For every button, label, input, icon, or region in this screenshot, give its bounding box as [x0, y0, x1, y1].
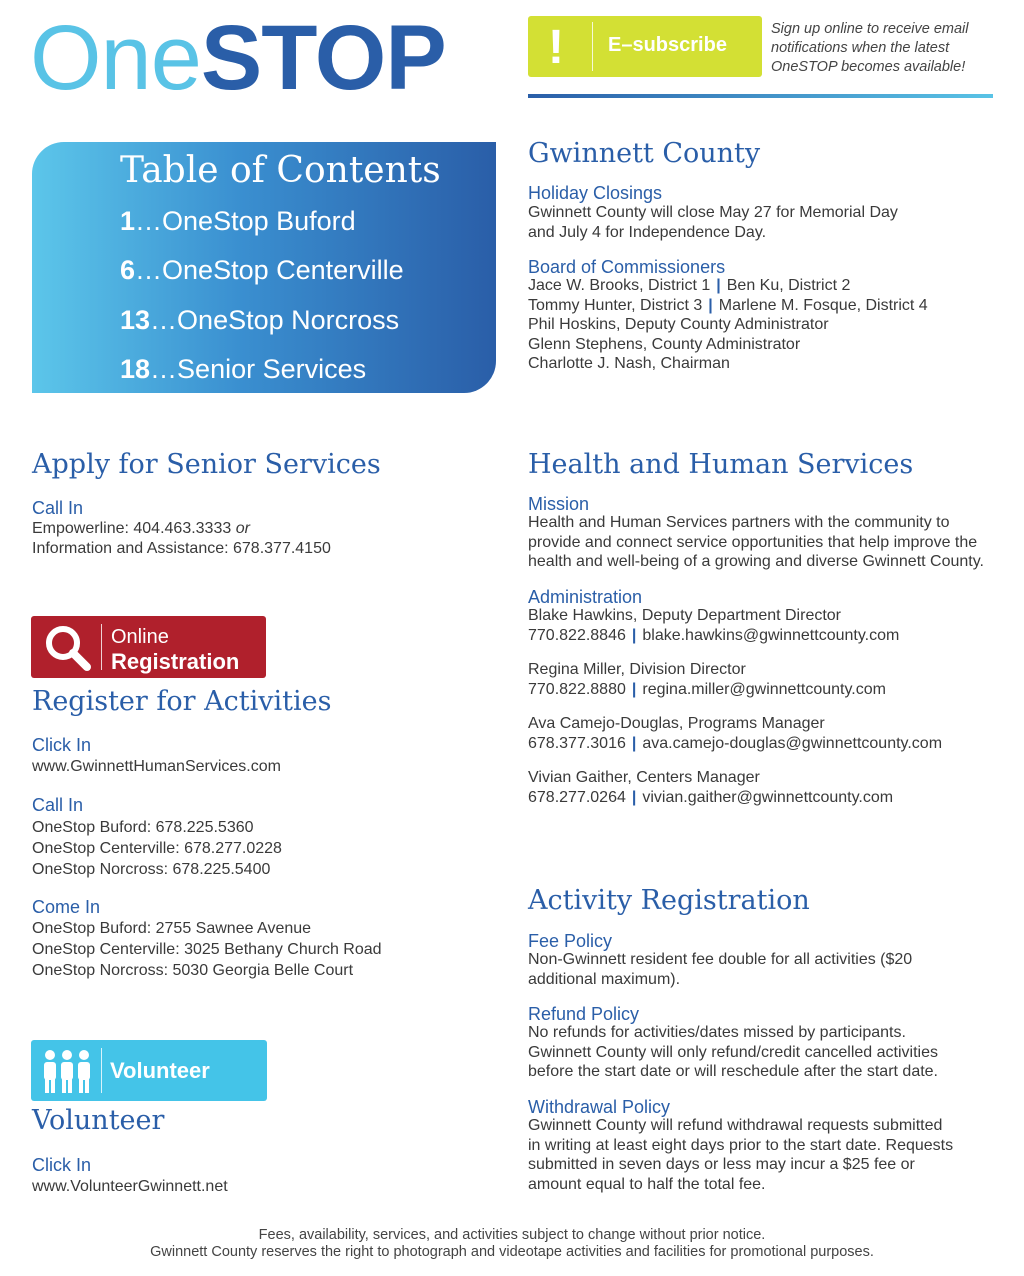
separator: |: [631, 626, 637, 644]
esubscribe-note: Sign up online to receive email notifications when the latest OneSTOP becomes available!: [771, 21, 969, 75]
separator: |: [708, 296, 713, 314]
senior-callin-text: [32, 519, 331, 558]
text-line: OneStop Norcross: 5030 Georgia Belle Court: [32, 962, 354, 979]
online-registration-button[interactable]: [31, 616, 266, 678]
senior-title: Apply for Senior Services: [32, 449, 381, 480]
text-line: before the start date or will reschedule after the start date.: [528, 1063, 938, 1080]
holiday-text: [528, 203, 898, 242]
toc-item[interactable]: [120, 255, 404, 286]
toc-item[interactable]: [120, 206, 356, 237]
toc-page: 13: [120, 305, 151, 335]
text-line: Gwinnett County will refund withdrawal requests submitted: [528, 1117, 943, 1134]
contact-line: [528, 680, 886, 700]
toc-title: Table of Contents: [120, 150, 441, 191]
admin-heading: Administration: [528, 587, 643, 607]
toc-label: OneStop Norcross: [177, 305, 400, 335]
text-line: submitted in seven days or less may incur a $25 fee or: [528, 1156, 915, 1173]
text-line: Gwinnett County will close May 27 for Memorial Day: [528, 204, 898, 221]
text-line: provide and connect service opportunities that help improve the: [528, 533, 978, 551]
hhs-title: Health and Human Services: [528, 449, 914, 480]
text-line: Non-Gwinnett resident fee double for all activities ($20: [528, 951, 913, 968]
refund-text: [528, 1023, 938, 1082]
contact-phone: 770.822.8880: [528, 680, 626, 698]
register-callin-heading: Call In: [32, 795, 84, 815]
empowerline: Empowerline: 404.463.3333: [32, 520, 232, 537]
online-label: Online: [111, 626, 169, 648]
text-line: Gwinnett County will only refund/credit cancelled activities: [528, 1043, 938, 1061]
contact-name: Vivian Gaither, Centers Manager: [528, 769, 760, 786]
info-line: Information and Assistance: 678.377.4150: [32, 539, 331, 557]
board-heading: Board of Commissioners: [528, 257, 726, 277]
contact-email[interactable]: ava.camejo-douglas@gwinnettcounty.com: [642, 734, 943, 752]
divider: [101, 1048, 102, 1093]
separator: |: [631, 734, 637, 752]
people-icon: [39, 1046, 95, 1096]
register-clickin-heading: Click In: [32, 735, 92, 755]
text-line: additional maximum).: [528, 970, 681, 988]
text-line: and July 4 for Independence Day.: [528, 223, 767, 241]
toc-page: 6: [120, 255, 136, 285]
contact-phone: 678.377.3016: [528, 734, 626, 752]
toc-page: 1: [120, 206, 136, 236]
commissioner: Ben Ku, District 2: [726, 277, 851, 294]
contact-block: [528, 714, 942, 753]
contact-block: [528, 768, 893, 807]
text-line: OneStop Norcross: 678.225.5400: [32, 861, 271, 878]
toc-sep: …: [150, 354, 178, 384]
divider: [592, 22, 593, 71]
toc-item[interactable]: [120, 354, 366, 385]
contact-email[interactable]: blake.hawkins@gwinnettcounty.com: [642, 626, 900, 644]
refund-heading: Refund Policy: [528, 1004, 640, 1024]
toc-item[interactable]: [120, 305, 399, 336]
contact-email[interactable]: regina.miller@gwinnettcounty.com: [642, 680, 886, 698]
logo-stop: STOP: [200, 7, 446, 109]
board-row: [528, 276, 928, 296]
text-line: Health and Human Services partners with the community to: [528, 514, 950, 531]
fee-text: [528, 950, 912, 989]
registration-label: Registration: [111, 649, 240, 674]
toc-label: OneStop Centerville: [162, 255, 404, 285]
esubscribe-button[interactable]: [528, 16, 762, 77]
withdrawal-text: [528, 1116, 953, 1194]
toc-sep: …: [135, 206, 163, 236]
or-text: or: [235, 520, 250, 537]
contact-name: Regina Miller, Division Director: [528, 661, 746, 678]
separator: |: [631, 680, 637, 698]
volunteer-button-label: Volunteer: [110, 1058, 210, 1083]
toc-sep: …: [135, 255, 163, 285]
activity-title: Activity Registration: [528, 885, 810, 916]
register-call-list: [32, 817, 282, 880]
board-row: [528, 296, 928, 316]
mission-heading: Mission: [528, 494, 590, 514]
text-line: OneStop Buford: 2755 Sawnee Avenue: [32, 920, 312, 937]
toc-page: 18: [120, 354, 151, 384]
text-line: health and well-being of a growing and diverse Gwinnett County.: [528, 553, 984, 570]
toc-sep: …: [150, 305, 178, 335]
contact-line: [528, 734, 942, 754]
mission-text: [528, 513, 984, 572]
toc-label: OneStop Buford: [162, 206, 356, 236]
contact-name: Blake Hawkins, Deputy Department Director: [528, 607, 842, 624]
contact-block: [528, 606, 899, 645]
commissioner: Marlene M. Fosque, District 4: [718, 296, 928, 314]
withdrawal-heading: Withdrawal Policy: [528, 1097, 671, 1117]
footer-line: Gwinnett County reserves the right to photograph and videotape activities and facilities for promotional purposes.: [150, 1244, 874, 1260]
contact-line: [528, 626, 899, 646]
volunteer-url[interactable]: www.VolunteerGwinnett.net: [32, 1178, 228, 1195]
text-line: OneStop Centerville: 678.277.0228: [32, 840, 282, 857]
search-icon: [41, 622, 95, 674]
contact-phone: 678.277.0264: [528, 788, 626, 806]
volunteer-clickin-heading: Click In: [32, 1155, 92, 1175]
board-line: Phil Hoskins, Deputy County Administrator: [528, 316, 829, 333]
divider: [101, 624, 102, 670]
text-line: OneStop Centerville: 3025 Bethany Church Road: [32, 941, 382, 958]
gwinnett-title: Gwinnett County: [528, 138, 761, 169]
volunteer-title: Volunteer: [32, 1105, 165, 1136]
contact-email[interactable]: vivian.gaither@gwinnettcounty.com: [642, 788, 894, 806]
commissioner: Jace W. Brooks, District 1: [528, 277, 711, 294]
onestop-logo: [30, 8, 446, 108]
text-line: amount equal to half the total fee.: [528, 1175, 766, 1193]
register-title: Register for Activities: [32, 686, 332, 717]
text-line: [32, 519, 331, 539]
text-line: OneStop Buford: 678.225.5360: [32, 819, 254, 836]
fee-heading: Fee Policy: [528, 931, 613, 951]
volunteer-button[interactable]: [31, 1040, 267, 1101]
text-line: No refunds for activities/dates missed by participants.: [528, 1024, 906, 1041]
toc-label: Senior Services: [177, 354, 367, 384]
text-line: in writing at least eight days prior to the start date. Requests: [528, 1136, 954, 1154]
header-rule: [528, 94, 993, 98]
commissioner: Tommy Hunter, District 3: [528, 296, 703, 314]
footer: [0, 1227, 1024, 1261]
contact-line: [528, 788, 893, 808]
esubscribe-label: E–subscribe: [608, 34, 727, 56]
register-url[interactable]: www.GwinnettHumanServices.com: [32, 758, 281, 775]
holiday-heading: Holiday Closings: [528, 183, 663, 203]
board-line: Glenn Stephens, County Administrator: [528, 335, 801, 353]
contact-phone: 770.822.8846: [528, 626, 626, 644]
board-list: [528, 276, 928, 374]
logo-one: One: [30, 7, 201, 109]
exclamation-icon: !: [548, 21, 564, 74]
register-come-list: [32, 918, 382, 981]
senior-callin-heading: Call In: [32, 498, 84, 518]
register-comein-heading: Come In: [32, 897, 101, 917]
contact-name: Ava Camejo-Douglas, Programs Manager: [528, 715, 825, 732]
separator: |: [631, 788, 637, 806]
separator: |: [716, 277, 721, 294]
board-line: Charlotte J. Nash, Chairman: [528, 355, 730, 372]
contact-block: [528, 660, 886, 699]
footer-line: Fees, availability, services, and activities subject to change without prior notice.: [258, 1227, 766, 1243]
